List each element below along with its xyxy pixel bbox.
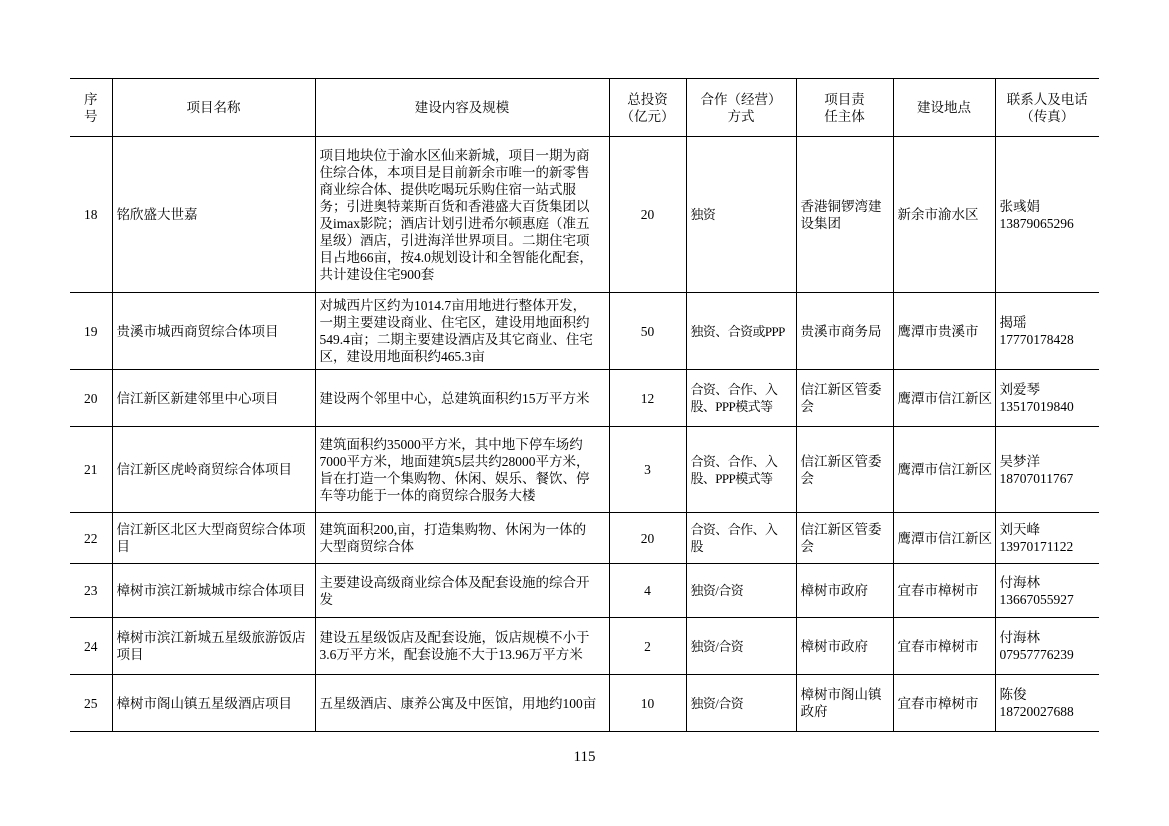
owner-line: 信江新区管委 [800,522,882,537]
owner-line: 樟树市政府 [800,583,868,598]
contact-phone: 13667055927 [999,591,1074,607]
mode-line: 股、PPP模式等 [690,470,773,486]
owner-line: 樟树市阁山镇 [800,687,882,702]
content-line: 星级）酒店，引进海洋世界项目。二期住宅项 [319,232,590,248]
content-line: 发 [319,591,333,607]
table-row [70,370,1099,427]
cell-contact [995,564,1099,618]
cell-investment: 2 [609,618,686,675]
cell-owner [796,427,893,513]
mode-line: 独资、合资或PPP [690,323,785,339]
table-row [70,564,1099,618]
cell-investment: 12 [609,370,686,427]
cell-contact [995,618,1099,675]
content-line: 主要建设高级商业综合体及配套设施的综合开 [319,574,590,590]
mode-line: 股、PPP模式等 [690,399,773,414]
header-mode-line: 合作（经营） [700,91,782,107]
project-name-line: 樟树市滨江新城城市综合体项目 [116,583,306,598]
content-line: 商业综合体、提供吃喝玩乐购住宿一站式服 [319,181,576,197]
cell-contact [995,370,1099,427]
cell-contact [995,675,1099,732]
content-line: 共计建设住宅900套 [319,266,435,282]
location-line: 宜春市樟树市 [897,638,979,654]
contact-phone: 18707011767 [999,470,1074,486]
owner-line: 会 [800,539,814,554]
owner-line: 会 [800,470,814,486]
content-line: 3.6万平方米，配套设施不大于13.96万平方米 [319,647,583,662]
location-line: 鹰潭市信江新区 [897,390,992,406]
owner-line: 政府 [800,704,828,719]
location-line: 宜春市樟树市 [897,695,979,711]
content-line: 建设两个邻里中心，总建筑面积约15万平方米 [319,390,590,406]
cell-location [893,370,995,427]
header-mode [686,79,796,137]
table-row [70,137,1099,293]
mode-line: 独资/合资 [690,638,744,654]
cell-owner [796,370,893,427]
table-row [70,618,1099,675]
cell-investment: 20 [609,137,686,293]
header-seq-line: 序 [84,91,98,107]
mode-line: 合资、合作、入 [690,453,778,469]
content-line: 车等功能于一体的商贸综合服务大楼 [319,487,536,503]
cell-mode [686,564,796,618]
contact-phone: 18720027688 [999,704,1074,719]
location-line: 宜春市樟树市 [897,583,979,598]
content-line: 549.4亩；二期主要建设酒店及其它商业、住宅 [319,332,593,347]
header-mode-line: 方式 [727,108,755,124]
header-contact-line: 联系人及电话 [1006,91,1088,107]
project-table [70,78,1099,732]
cell-contact [995,427,1099,513]
cell-project-name [112,137,315,293]
content-line: 建筑面积200,亩，打造集购物、休闲为一体的 [319,522,587,537]
content-line: 建筑面积约35000平方米，其中地下停车场约 [319,436,583,452]
content-line: 建设五星级饭店及配套设施，饭店规模不小于 [319,630,590,645]
cell-project-name [112,427,315,513]
cell-location [893,513,995,564]
header-location [893,79,995,137]
content-line: 7000平方米，地面建筑5层共约28000平方米， [319,453,590,469]
mode-line: 独资 [690,207,716,222]
contact-name: 揭瑶 [999,315,1027,330]
cell-seq: 18 [70,137,112,293]
contact-phone: 13970171122 [999,539,1074,554]
table-header-row [70,79,1099,137]
contact-name: 付海林 [999,630,1040,645]
cell-contact [995,137,1099,293]
header-owner-line: 任主体 [824,108,865,124]
cell-location [893,675,995,732]
project-name-line: 樟树市阁山镇五星级酒店项目 [116,695,292,711]
header-owner-line: 项目责 [824,91,865,107]
cell-owner [796,513,893,564]
project-name-line: 樟树市滨江新城五星级旅游饭店 [116,630,306,645]
cell-location [893,564,995,618]
contact-name: 付海林 [999,574,1040,590]
content-line: 五星级酒店、康养公寓及中医馆，用地约100亩 [319,695,597,711]
cell-mode [686,137,796,293]
location-line: 鹰潭市信江新区 [897,462,992,477]
header-investment-line: （亿元） [620,108,675,124]
cell-owner [796,293,893,370]
table-row [70,427,1099,513]
cell-investment: 10 [609,675,686,732]
owner-line: 信江新区管委 [800,453,882,469]
project-name-line: 信江新区北区大型商贸综合体项 [116,522,306,537]
cell-content [315,137,609,293]
content-line: 住综合体，本项目是目前新余市唯一的新零售 [319,164,590,180]
project-name-line: 项目 [116,647,144,662]
project-name-line: 铭欣盛大世嘉 [116,207,198,222]
cell-mode [686,293,796,370]
content-line: 项目地块位于渝水区仙来新城，项目一期为商 [319,147,590,163]
contact-name: 陈俊 [999,687,1027,702]
location-line: 鹰潭市信江新区 [897,530,992,546]
mode-line: 独资/合资 [690,583,744,598]
owner-line: 信江新区管委 [800,382,882,397]
cell-seq: 21 [70,427,112,513]
header-project-name-label: 项目名称 [186,100,241,115]
cell-investment: 4 [609,564,686,618]
content-line: 旨在打造一个集购物、休闲、娱乐、餐饮、停 [319,470,590,486]
cell-seq: 25 [70,675,112,732]
header-content-label: 建设内容及规模 [414,100,510,115]
cell-content [315,618,609,675]
cell-mode [686,427,796,513]
contact-phone: 13517019840 [999,399,1074,414]
project-name-line: 信江新区新建邻里中心项目 [116,390,279,406]
cell-mode [686,513,796,564]
cell-mode [686,370,796,427]
cell-mode [686,618,796,675]
content-line: 务；引进奥特莱斯百货和香港盛大百货集团以 [319,198,590,214]
cell-project-name [112,513,315,564]
content-line: 对城西片区约为1014.7亩用地进行整体开发， [319,298,587,313]
cell-mode [686,675,796,732]
owner-line: 设集团 [800,215,841,231]
header-investment-line: 总投资 [627,91,668,107]
cell-content [315,370,609,427]
table-row [70,675,1099,732]
cell-seq: 22 [70,513,112,564]
header-seq [70,79,112,137]
cell-project-name [112,675,315,732]
cell-contact [995,513,1099,564]
cell-owner [796,618,893,675]
project-name-line: 目 [116,539,130,554]
cell-owner [796,675,893,732]
content-line: 及imax影院；酒店计划引进希尔顿惠庭（准五 [319,215,590,231]
owner-line: 樟树市政府 [800,638,868,654]
cell-seq: 20 [70,370,112,427]
cell-investment: 3 [609,427,686,513]
cell-location [893,137,995,293]
cell-project-name [112,564,315,618]
cell-content [315,427,609,513]
mode-line: 合资、合作、入 [690,522,778,537]
header-seq-line: 号 [84,108,98,124]
owner-line: 贵溪市商务局 [800,323,882,339]
cell-seq: 19 [70,293,112,370]
cell-content [315,564,609,618]
cell-seq: 24 [70,618,112,675]
header-project-name [112,79,315,137]
contact-phone: 13879065296 [999,215,1074,231]
content-line: 一期主要建设商业、住宅区，建设用地面积约 [319,315,590,330]
content-line: 大型商贸综合体 [319,539,414,554]
page-number: 115 [573,749,596,765]
contact-name: 刘爱琴 [999,382,1040,397]
project-name-line: 贵溪市城西商贸综合体项目 [116,323,279,339]
contact-phone: 07957776239 [999,647,1074,662]
contact-name: 吴梦洋 [999,453,1040,469]
cell-project-name [112,370,315,427]
cell-location [893,618,995,675]
content-line: 区，建设用地面积约465.3亩 [319,349,485,364]
contact-name: 刘天峰 [999,522,1040,537]
contact-phone: 17770178428 [999,332,1074,347]
cell-contact [995,293,1099,370]
project-name-line: 信江新区虎岭商贸综合体项目 [116,462,292,477]
mode-line: 独资/合资 [690,695,744,711]
cell-owner [796,564,893,618]
cell-project-name [112,618,315,675]
table-row [70,513,1099,564]
header-investment [609,79,686,137]
cell-location [893,293,995,370]
header-content [315,79,609,137]
location-line: 鹰潭市贵溪市 [897,323,979,339]
contact-name: 张彧娟 [999,198,1040,214]
location-line: 新余市渝水区 [897,207,979,222]
cell-project-name [112,293,315,370]
cell-investment: 20 [609,513,686,564]
cell-seq: 23 [70,564,112,618]
cell-location [893,427,995,513]
owner-line: 会 [800,399,814,414]
header-location-label: 建设地点 [917,100,971,115]
header-contact-line: （传真） [1020,108,1075,124]
owner-line: 香港铜锣湾建 [800,198,882,214]
cell-investment: 50 [609,293,686,370]
cell-owner [796,137,893,293]
cell-content [315,293,609,370]
header-owner [796,79,893,137]
header-contact [995,79,1099,137]
content-line: 目占地66亩，按4.0规划设计和全智能化配套， [319,249,593,265]
cell-content [315,513,609,564]
table-row [70,293,1099,370]
cell-content [315,675,609,732]
mode-line: 合资、合作、入 [690,382,778,397]
mode-line: 股 [690,539,703,554]
